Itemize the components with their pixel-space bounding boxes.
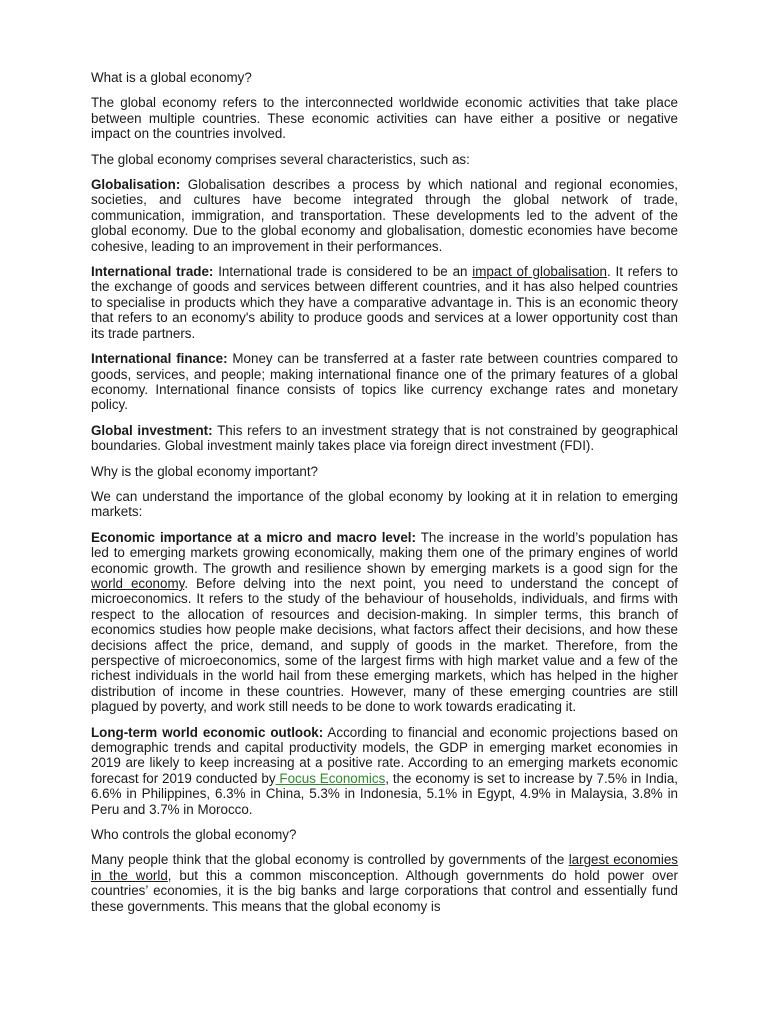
controls-text-a: Many people think that the global economy is controlled by governments of the — [91, 852, 569, 868]
heading-what-is-global-economy: What is a global economy? — [91, 70, 252, 85]
term-long-term-outlook: Long-term world economic outlook: — [91, 724, 324, 740]
paragraph-international-finance — [91, 351, 678, 413]
micro-text-a: The increase in the world’s population has led to emerging markets growing economically, making them one of the primary engines of world economic growth. The growth and resilience shown by emerging markets is a good sign for the — [91, 529, 678, 576]
paragraph-characteristics-intro: The global economy comprises several characteristics, such as: — [91, 151, 470, 167]
paragraph-international-trade — [91, 264, 678, 341]
controls-text-b: , but this a common misconception. Although governments do hold power over countries’ economies, it is the big banks and large corporations that control and essentially fund these governments. This means that the global economy is — [91, 867, 678, 914]
term-globalisation: Globalisation: — [91, 177, 181, 193]
investment-text: This refers to an investment strategy that is not constrained by geographical boundaries. Global investment mainly takes place via foreign direct investment (FDI). — [91, 422, 678, 454]
trade-text-b: . It refers to the exchange of goods and services between different countries, and it has also helped countries to specialise in products which they have a comparative advantage in. This is an economic theory that refers to an economy's ability to produce goods and services at a lower opportunity cost than its trade partners. — [91, 264, 678, 341]
finance-text: Money can be transferred at a faster rate between countries compared to goods, services, and people; making international finance one of the primary features of a global economy. International finance consists of topics like currency exchange rates and monetary policy. — [91, 351, 678, 413]
paragraph-definition: The global economy refers to the interconnected worldwide economic activities that take place between multiple countries. These economic activities can have either a positive or negative impact on the countries involved. — [91, 95, 678, 142]
term-international-trade: International trade: — [91, 264, 214, 280]
link-impact-of-globalisation[interactable]: impact of globalisation — [472, 264, 607, 280]
paragraph-globalisation — [91, 177, 678, 254]
paragraph-global-investment — [91, 423, 678, 454]
micro-text-b: . Before delving into the next point, you need to understand the concept of microeconomics. It refers to the study of the behaviour of households, individuals, and firms with respect to the allocation of resources and decision-making. In simpler terms, this branch of economics studies how people make decisions, what factors affect their decisions, and how these decisions affect the price, demand, and supply of goods in the market. Therefore, from the perspective of microeconomics, some of the largest firms with high market value and a few of the richest individuals in the world hail from these emerging markets, which has helped in the higher distribution of income in these countries. However, many of these emerging countries are still plagued by poverty, and work still needs to be done to work towards eradicating it. — [91, 575, 678, 715]
globalisation-text: Globalisation describes a process by which national and regional economies, societies, and cultures have become integrated through the global network of trade, communication, immigration, and transportation. These developments led to the advent of the global economy. Due to the global economy and globalisation, domestic economies have become cohesive, leading to an improvement in their performances. — [91, 177, 678, 254]
document-page — [91, 70, 678, 924]
term-global-investment: Global investment: — [91, 422, 213, 438]
paragraph-micro-macro — [91, 530, 678, 715]
link-largest-economies[interactable]: largest economies in the world — [91, 852, 678, 883]
paragraph-long-term-outlook — [91, 725, 678, 817]
heading-who-controls: Who controls the global economy? — [91, 827, 297, 843]
term-international-finance: International finance: — [91, 351, 228, 367]
term-micro-macro: Economic importance at a micro and macro level: — [91, 529, 416, 545]
paragraph-who-controls — [91, 852, 678, 914]
trade-text-a: International trade is considered to be an — [213, 264, 473, 280]
outlook-text-b: , the economy is set to increase by 7.5% in India, 6.6% in Philippines, 6.3% in China, 5.3% in Indonesia, 5.1% in Egypt, 4.9% in Malaysia, 3.8% in Peru and 3.7% in Morocco. — [91, 770, 678, 817]
link-focus-economics[interactable]: Focus Economics — [275, 770, 386, 786]
paragraph-emerging-markets-intro: We can understand the importance of the global economy by looking at it in relation to emerging markets: — [91, 488, 678, 520]
heading-why-important: Why is the global economy important? — [91, 463, 319, 479]
link-world-economy[interactable]: world economy — [91, 575, 185, 591]
outlook-text-a: According to financial and economic projections based on demographic trends and capital productivity models, the GDP in emerging market economies in 2019 are likely to keep increasing at a positive rate. According to an emerging markets economic forecast for 2019 conducted by — [91, 724, 678, 786]
